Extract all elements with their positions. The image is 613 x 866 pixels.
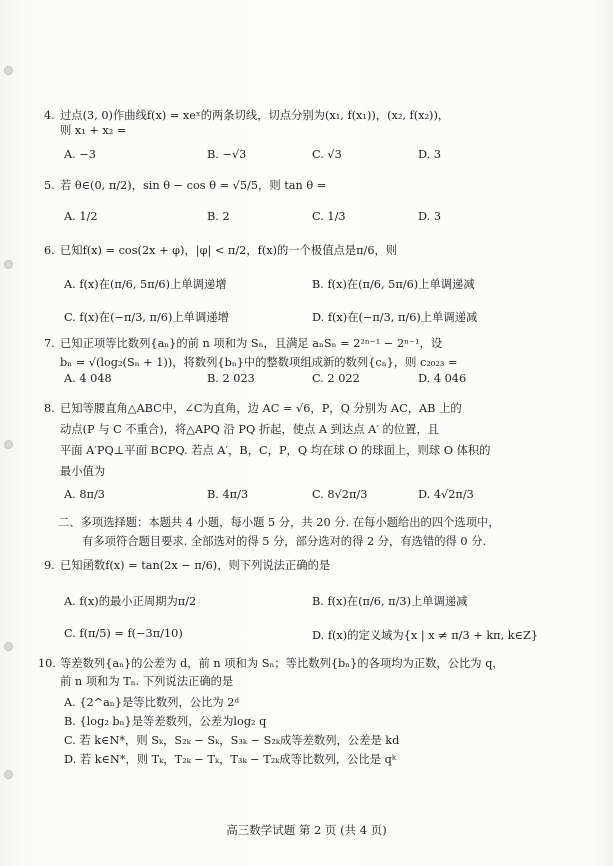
question-text: 已知等腰直角△ABC中，∠C为直角，边 AC = √6，P，Q 分别为 AC，AB 上的 — [60, 402, 462, 415]
options-6b — [0, 309, 613, 325]
options-8 — [0, 488, 613, 504]
question-text: 动点(P 与 C 不重合)，将△APQ 沿 PQ 折起，使点 A 到达点 A′ 的位置，且 — [60, 423, 439, 436]
page-footer: 高三数学试题 第 2 页 (共 4 页) — [226, 823, 387, 837]
question-text: 若 θ∈(0, π/2)，sin θ − cos θ = √5/5，则 tan θ = — [60, 179, 327, 192]
question-6 — [44, 243, 560, 258]
option-a[interactable]: A. f(x)在(π/6, 5π/6)上单调递增 — [64, 278, 227, 291]
binding-hole — [4, 770, 13, 779]
options-7 — [0, 372, 613, 388]
question-number: 6. — [44, 244, 55, 257]
option-d[interactable]: D. 4 046 — [418, 372, 467, 385]
option-a[interactable]: A. 8π/3 — [64, 488, 105, 501]
option-c[interactable]: C. f(x)在(−π/3, π/6)上单调递增 — [64, 311, 229, 324]
options-5 — [0, 210, 613, 226]
question-4 — [44, 108, 560, 138]
option-c[interactable]: C. 8√2π/3 — [312, 488, 368, 501]
options-9b — [0, 627, 613, 643]
question-text: 过点(3, 0)作曲线f(x) = xeˣ的两条切线，切点分别为(x₁, f(x₁))，(x₂, f(x₂))， — [60, 109, 450, 122]
options-4 — [0, 148, 613, 164]
question-7 — [44, 336, 560, 370]
option-c[interactable]: C. √3 — [312, 148, 342, 161]
question-text: 已知函数f(x) = tan(2x − π/6)，则下列说法正确的是 — [60, 559, 331, 572]
question-number: 8. — [44, 402, 55, 415]
question-text: bₙ = √(log₂(Sₙ + 1))，将数列{bₙ}中的整数项组成新的数列{cₙ}，则 c₂₀₂₃ = — [60, 356, 458, 369]
option-d[interactable]: D. 3 — [418, 148, 442, 161]
options-9a — [0, 593, 613, 609]
binding-hole — [4, 260, 13, 269]
question-number: 10. — [38, 657, 56, 670]
option-b[interactable]: B. 2 023 — [207, 372, 255, 385]
option-a[interactable]: A. 1/2 — [64, 210, 98, 223]
option-d[interactable]: D. 若 k∈N*，则 Tₖ，T₂ₖ − Tₖ，T₃ₖ − T₂ₖ成等比数列，公比是 qᵏ — [64, 753, 397, 766]
question-number: 9. — [44, 559, 55, 572]
option-d[interactable]: D. 4√2π/3 — [418, 488, 474, 501]
options-10 — [64, 693, 399, 769]
option-c[interactable]: C. 1/3 — [312, 210, 346, 223]
question-8 — [44, 398, 560, 482]
option-d[interactable]: D. f(x)的定义域为{x | x ≠ π/3 + kπ, k∈Z} — [312, 629, 539, 642]
option-a[interactable]: A. 4 048 — [64, 372, 112, 385]
question-5 — [44, 178, 560, 193]
binding-hole — [4, 66, 13, 75]
option-a[interactable]: A. {2^aₙ}是等比数列，公比为 2ᵈ — [64, 696, 239, 709]
options-6a — [0, 276, 613, 292]
option-d[interactable]: D. f(x)在(−π/3, π/6)上单调递减 — [312, 311, 478, 324]
question-text: 已知f(x) = cos(2x + φ)，|φ| < π/2，f(x)的一个极值点是π/6，则 — [60, 244, 398, 257]
option-b[interactable]: B. {log₂ bₙ}是等差数列，公差为log₂ q — [64, 715, 267, 728]
option-c[interactable]: C. f(π/5) = f(−3π/10) — [64, 627, 183, 640]
option-b[interactable]: B. f(x)在(π/6, 5π/6)上单调递减 — [312, 278, 475, 291]
option-b[interactable]: B. −√3 — [207, 148, 247, 161]
question-text: 前 n 项和为 Tₙ. 下列说法正确的是 — [60, 675, 234, 688]
option-c[interactable]: C. 若 k∈N*，则 Sₖ，S₂ₖ − Sₖ，S₃ₖ − S₂ₖ成等差数列，公差是 kd — [64, 734, 400, 747]
section-line: 有多项符合题目要求. 全部选对的得 5 分，部分选对的得 2 分，有选错的得 0 分. — [82, 535, 487, 548]
option-c[interactable]: C. 2 022 — [312, 372, 360, 385]
question-text: 最小值为 — [60, 465, 106, 478]
question-number: 5. — [44, 179, 55, 192]
question-number: 4. — [44, 109, 55, 122]
option-b[interactable]: B. f(x)在(π/6, π/3)上单调递减 — [312, 595, 468, 608]
option-b[interactable]: B. 2 — [207, 210, 230, 223]
section-heading — [58, 513, 558, 551]
question-text: 等差数列{aₙ}的公差为 d，前 n 项和为 Sₙ；等比数列{bₙ}的各项均为正数，公比为 q， — [60, 657, 504, 670]
option-a[interactable]: A. −3 — [64, 148, 96, 161]
question-text: 已知正项等比数列{aₙ}的前 n 项和为 Sₙ，且满足 aₙSₙ = 2²ⁿ⁻¹ − 2ⁿ⁻¹，设 — [60, 337, 443, 350]
question-text: 则 x₁ + x₂ = — [60, 124, 127, 137]
question-text: 平面 A′PQ⊥平面 BCPQ. 若点 A′，B，C，P，Q 均在球 O 的球面上，则球 O 体积的 — [60, 444, 491, 457]
question-10 — [38, 655, 560, 691]
question-number: 7. — [44, 337, 55, 350]
option-b[interactable]: B. 4π/3 — [207, 488, 249, 501]
option-d[interactable]: D. 3 — [418, 210, 442, 223]
option-a[interactable]: A. f(x)的最小正周期为π/2 — [64, 595, 197, 608]
binding-hole — [4, 440, 13, 449]
section-line: 二、多项选择题：本题共 4 小题，每小题 5 分，共 20 分. 在每小题给出的四个选项中， — [58, 516, 500, 529]
question-9 — [44, 558, 560, 573]
binding-hole — [4, 642, 13, 651]
